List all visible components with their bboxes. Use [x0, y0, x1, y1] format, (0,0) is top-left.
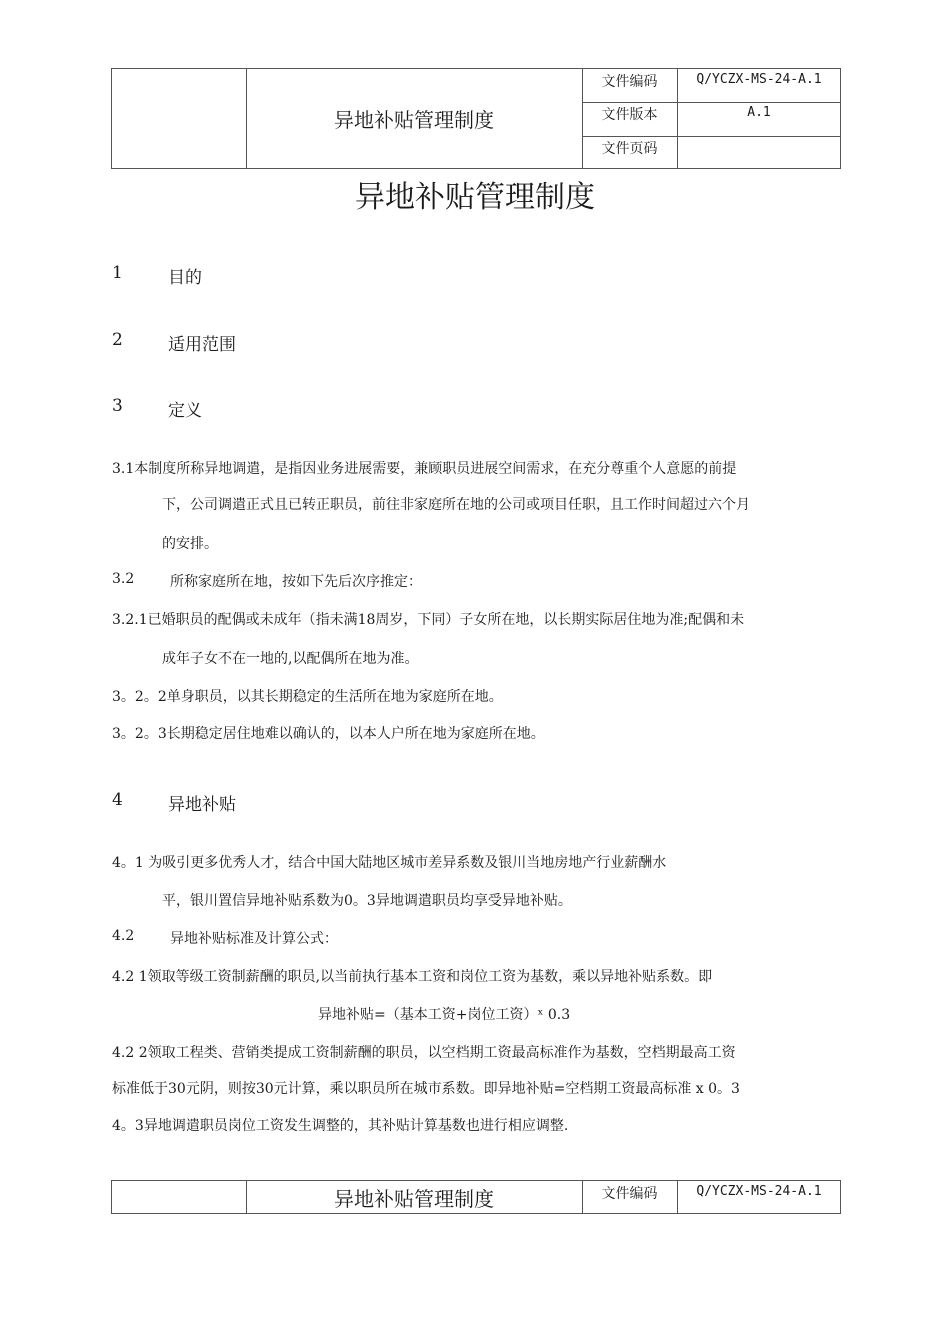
meta-key: 文件页码: [582, 136, 678, 168]
section-number: 3: [112, 396, 123, 416]
footer-doc-title: 异地补贴管理制度: [246, 1181, 583, 1213]
meta-row-version: [582, 102, 840, 137]
meta-value: [678, 136, 840, 168]
paragraph-line: 平，银川置信异地补贴系数为0。3异地调遣职员均享受异地补贴。: [162, 893, 572, 909]
meta-key: 文件编码: [582, 69, 678, 102]
paragraph-line: 成年子女不在一地的,以配偶所在地为准。: [162, 651, 419, 667]
paragraph-line: 4。1 为吸引更多优秀人才，结合中国大陆地区城市差异系数及银川当地房地产行业薪酬水: [112, 855, 667, 871]
meta-row-code: [582, 69, 840, 103]
meta-value: Q/YCZX-MS-24-A.1: [696, 72, 822, 87]
footer-table: [111, 1180, 841, 1214]
paragraph-line: 异地补贴标准及计算公式：: [170, 931, 338, 947]
formula: 异地补贴=（基本工资+岗位工资）ˣ 0.3: [318, 1007, 571, 1023]
paragraph-line: 4.2 2领取工程类、营销类提成工资制薪酬的职员，以空档期工资最高标准作为基数，空档期最高工资: [112, 1045, 736, 1061]
paragraph-line: 下，公司调遣正式且已转正职员，前往非家庭所在地的公司或项目任职，且工作时间超过六个月: [162, 497, 750, 513]
meta-key: 文件版本: [582, 102, 678, 136]
section-number: 4: [112, 790, 123, 810]
paragraph-line: 所称家庭所在地，按如下先后次序推定：: [170, 574, 422, 590]
paragraph-line: 4.2 1领取等级工资制薪酬的职员,以当前执行基本工资和岗位工资为基数，乘以异地补贴系数。即: [112, 969, 713, 985]
paragraph-line: 3。2。3长期稳定居住地难以确认的，以本人户所在地为家庭所在地。: [112, 726, 545, 742]
section-heading: 定义: [168, 401, 202, 421]
clause-number: 3.2: [112, 571, 135, 587]
logo-cell: [112, 1181, 247, 1213]
paragraph-line: 3.2.1已婚职员的配偶或未成年（指未满18周岁，下同）子女所在地，以长期实际居住地为准;配偶和未: [112, 612, 745, 628]
section-number: 2: [112, 330, 123, 350]
logo-cell: [112, 69, 247, 168]
clause-number: 4.2: [112, 928, 135, 944]
section-number: 1: [112, 263, 123, 283]
paragraph-line: 标准低于30元阴，则按30元计算，乘以职员所在城市系数。即异地补贴=空档期工资最高标准 x 0。3: [112, 1081, 740, 1097]
header-doc-title: 异地补贴管理制度: [246, 69, 583, 168]
header-table: [111, 68, 841, 169]
paragraph-line: 4。3异地调遣职员岗位工资发生调整的，其补贴计算基数也进行相应调整.: [112, 1118, 569, 1134]
meta-row-code: [582, 1181, 840, 1213]
paragraph-line: 3。2。2单身职员，以其长期稳定的生活所在地为家庭所在地。: [112, 689, 503, 705]
meta-value: A.1: [747, 105, 771, 120]
meta-row-page: [582, 136, 840, 168]
section-heading: 异地补贴: [168, 795, 236, 815]
section-heading: 目的: [168, 268, 202, 288]
paragraph-line: 3.1本制度所称异地调遣，是指因业务进展需要，兼顾职员进展空间需求，在充分尊重个人意愿的前提: [112, 461, 737, 477]
meta-value: Q/YCZX-MS-24-A.1: [696, 1184, 822, 1199]
section-heading: 适用范围: [168, 335, 236, 355]
paragraph-line: 的安排。: [162, 536, 218, 552]
page-title: 异地补贴管理制度: [355, 180, 595, 215]
meta-key: 文件编码: [582, 1181, 678, 1213]
